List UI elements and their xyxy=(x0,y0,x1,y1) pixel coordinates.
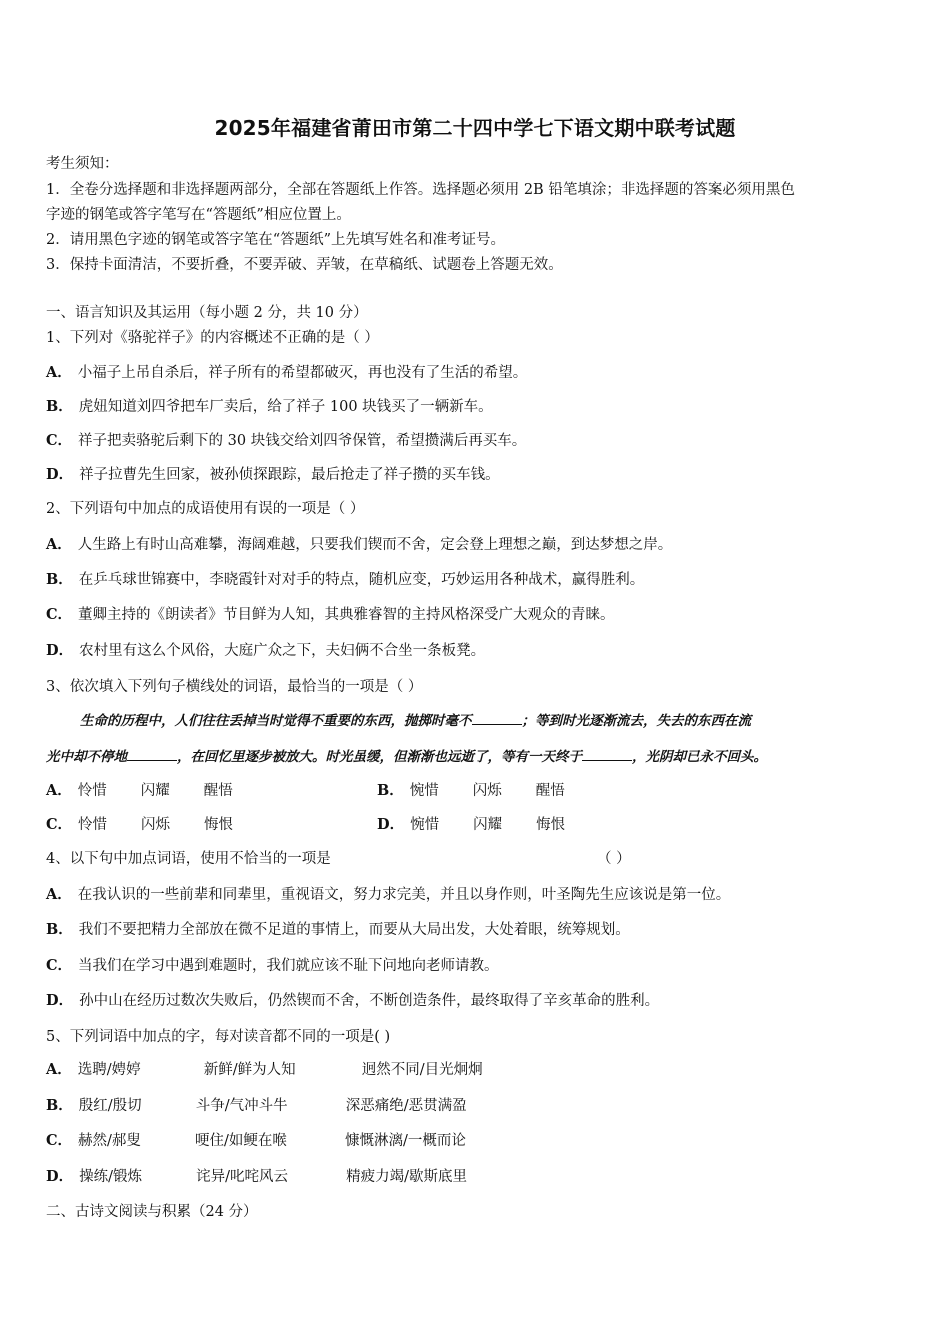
notice-item-3: 3．保持卡面清洁，不要折叠，不要弄破、弄皱，在草稿纸、试题卷上答题无效。 xyxy=(46,257,563,273)
fill-blank xyxy=(127,748,177,761)
q5-option-a xyxy=(46,1058,483,1079)
option-word: 新鲜/鲜为人知 xyxy=(203,1062,296,1078)
q2-option-c xyxy=(46,603,615,624)
q1-option-b xyxy=(46,395,493,416)
notice-heading: 考生须知： xyxy=(46,156,119,172)
option-label: B． xyxy=(377,782,404,799)
q4-option-d xyxy=(46,989,659,1010)
q4-option-a xyxy=(46,883,730,904)
q1-stem: 1、下列对《骆驼祥子》的内容概述不正确的是（ ） xyxy=(46,330,379,346)
q3-option-a xyxy=(46,779,233,800)
q5-option-b xyxy=(46,1094,467,1115)
option-text: 我们不要把精力全部放在微不足道的事情上，而要从大局出发，大处着眼，统筹规划。 xyxy=(78,922,630,938)
section-1-heading: 一、语言知识及其运用（每小题 2 分，共 10 分） xyxy=(46,305,368,321)
q5-option-c xyxy=(46,1129,466,1150)
q3-passage-line-2 xyxy=(46,745,767,765)
passage-text: ；等到时光逐渐流去，失去的东西在流 xyxy=(521,713,751,729)
option-text: 董卿主持的《朗读者》节目鲜为人知，其典雅睿智的主持风格深受广大观众的青睐。 xyxy=(78,607,615,623)
q2-option-d xyxy=(46,639,485,660)
option-word: 闪烁 xyxy=(472,783,502,799)
option-label: A． xyxy=(46,886,72,903)
option-label: A． xyxy=(46,1061,72,1078)
option-text: 农村里有这么个风俗，大庭广众之下，夫妇俩不合坐一条板凳。 xyxy=(79,643,486,659)
option-label: B． xyxy=(46,1097,73,1114)
option-word: 闪耀 xyxy=(140,783,170,799)
option-label: D． xyxy=(46,642,74,659)
fill-blank xyxy=(472,712,522,725)
option-word: 怜惜 xyxy=(78,817,108,833)
passage-text: 生命的历程中，人们往往丢掉当时觉得不重要的东西，抛掷时毫不 xyxy=(80,713,472,729)
option-word: 殷红/殷切 xyxy=(78,1098,142,1114)
q2-stem: 2、下列语句中加点的成语使用有误的一项是（ ） xyxy=(46,501,365,517)
option-word: 醒悟 xyxy=(535,783,565,799)
q4-option-c xyxy=(46,954,499,975)
option-text: 当我们在学习中遇到难题时，我们就应该不耻下问地向老师请教。 xyxy=(78,958,499,974)
q5-stem: 5、下列词语中加点的字，每对读音都不同的一项是( ) xyxy=(46,1029,391,1045)
q1-option-a xyxy=(46,361,527,382)
option-text: 人生路上有时山高难攀，海阔难越，只要我们锲而不舍，定会登上理想之巅，到达梦想之岸。 xyxy=(77,537,673,553)
option-label: B． xyxy=(46,398,73,415)
option-word: 怜惜 xyxy=(77,783,107,799)
option-label: A． xyxy=(46,536,72,553)
option-text: 祥子把卖骆驼后剩下的 30 块钱交给刘四爷保管，希望攒满后再买车。 xyxy=(78,433,527,449)
q4-answer-paren: （ ） xyxy=(597,851,631,867)
option-word: 惋惜 xyxy=(410,817,440,833)
notice-item-2: 2．请用黑色字迹的钢笔或答字笔在“答题纸”上先填写姓名和准考证号。 xyxy=(46,232,506,248)
option-word: 惋惜 xyxy=(409,783,439,799)
q5-option-d xyxy=(46,1165,467,1186)
page-title: 2025年福建省莆田市第二十四中学七下语文期中联考试题 xyxy=(214,116,736,140)
option-word: 操练/锻炼 xyxy=(79,1169,142,1185)
passage-text: 光中却不停地 xyxy=(46,749,127,765)
option-word: 诧异/叱咤风云 xyxy=(196,1169,288,1185)
option-label: B． xyxy=(46,921,73,938)
option-label: A． xyxy=(46,364,72,381)
option-text: 在我认识的一些前辈和同辈里，重视语文，努力求完美，并且以身作则，叶圣陶先生应该说是第一位。 xyxy=(77,887,731,903)
q3-option-d xyxy=(377,813,565,834)
q3-option-c xyxy=(46,813,233,834)
option-label: C． xyxy=(46,816,73,833)
option-text: 在乒乓球世锦赛中，李晓霞针对对手的特点，随机应变，巧妙运用各种战术，赢得胜利。 xyxy=(78,572,645,588)
option-text: 孙中山在经历过数次失败后，仍然锲而不舍，不断创造条件，最终取得了辛亥革命的胜利。 xyxy=(79,993,660,1009)
notice-item-1a: 1．全卷分选择题和非选择题两部分，全部在答题纸上作答。选择题必须用 2B 铅笔填涂；非选择题的答案必须用黑色 xyxy=(46,182,795,198)
q1-option-d xyxy=(46,463,500,484)
option-label: B． xyxy=(46,571,73,588)
option-word: 悔恨 xyxy=(536,817,566,833)
option-word: 精疲力竭/歇斯底里 xyxy=(346,1169,467,1185)
option-label: D． xyxy=(46,992,74,1009)
option-label: C． xyxy=(46,432,73,449)
option-word: 赫然/郝叟 xyxy=(78,1133,141,1149)
option-label: D． xyxy=(46,1168,74,1185)
passage-text: ，光阴却已永不回头。 xyxy=(632,749,767,765)
option-word: 醒悟 xyxy=(203,783,233,799)
option-word: 闪烁 xyxy=(141,817,171,833)
option-word: 迥然不同/目光炯炯 xyxy=(361,1062,483,1078)
option-label: C． xyxy=(46,606,73,623)
q4-stem: 4、以下句中加点词语，使用不恰当的一项是 xyxy=(46,851,331,867)
q3-option-b xyxy=(377,779,565,800)
option-word: 哽住/如鲠在喉 xyxy=(195,1133,287,1149)
q4-option-b xyxy=(46,918,630,939)
option-label: D． xyxy=(46,466,74,483)
q3-passage-line-1 xyxy=(80,709,751,729)
q2-option-b xyxy=(46,568,644,589)
option-word: 闪耀 xyxy=(473,817,503,833)
option-label: D． xyxy=(377,816,405,833)
option-word: 慷慨淋漓/一概而论 xyxy=(345,1133,466,1149)
option-word: 斗争/气冲斗牛 xyxy=(195,1098,288,1114)
section-2-heading: 二、古诗文阅读与积累（24 分） xyxy=(46,1204,258,1220)
fill-blank xyxy=(582,748,632,761)
option-label: C． xyxy=(46,957,73,974)
option-word: 深恶痛绝/恶贯满盈 xyxy=(345,1098,467,1114)
option-text: 虎妞知道刘四爷把车厂卖后，给了祥子 100 块钱买了一辆新车。 xyxy=(78,399,493,415)
q1-option-c xyxy=(46,429,526,450)
q2-option-a xyxy=(46,533,672,554)
q3-stem: 3、依次填入下列句子横线处的词语，最恰当的一项是（ ） xyxy=(46,679,423,695)
option-label: A． xyxy=(46,782,72,799)
option-text: 祥子拉曹先生回家，被孙侦探跟踪，最后抢走了祥子攒的买车钱。 xyxy=(79,467,500,483)
option-word: 悔恨 xyxy=(204,817,234,833)
passage-text: ，在回忆里逐步被放大。时光虽缓，但渐渐也远逝了，等有一天终于 xyxy=(177,749,582,765)
option-word: 选聘/娉婷 xyxy=(77,1062,141,1078)
notice-item-1b: 字迹的钢笔或答字笔写在“答题纸”相应位置上。 xyxy=(46,207,351,223)
option-text: 小福子上吊自杀后，祥子所有的希望都破灭，再也没有了生活的希望。 xyxy=(77,365,528,381)
option-label: C． xyxy=(46,1132,73,1149)
